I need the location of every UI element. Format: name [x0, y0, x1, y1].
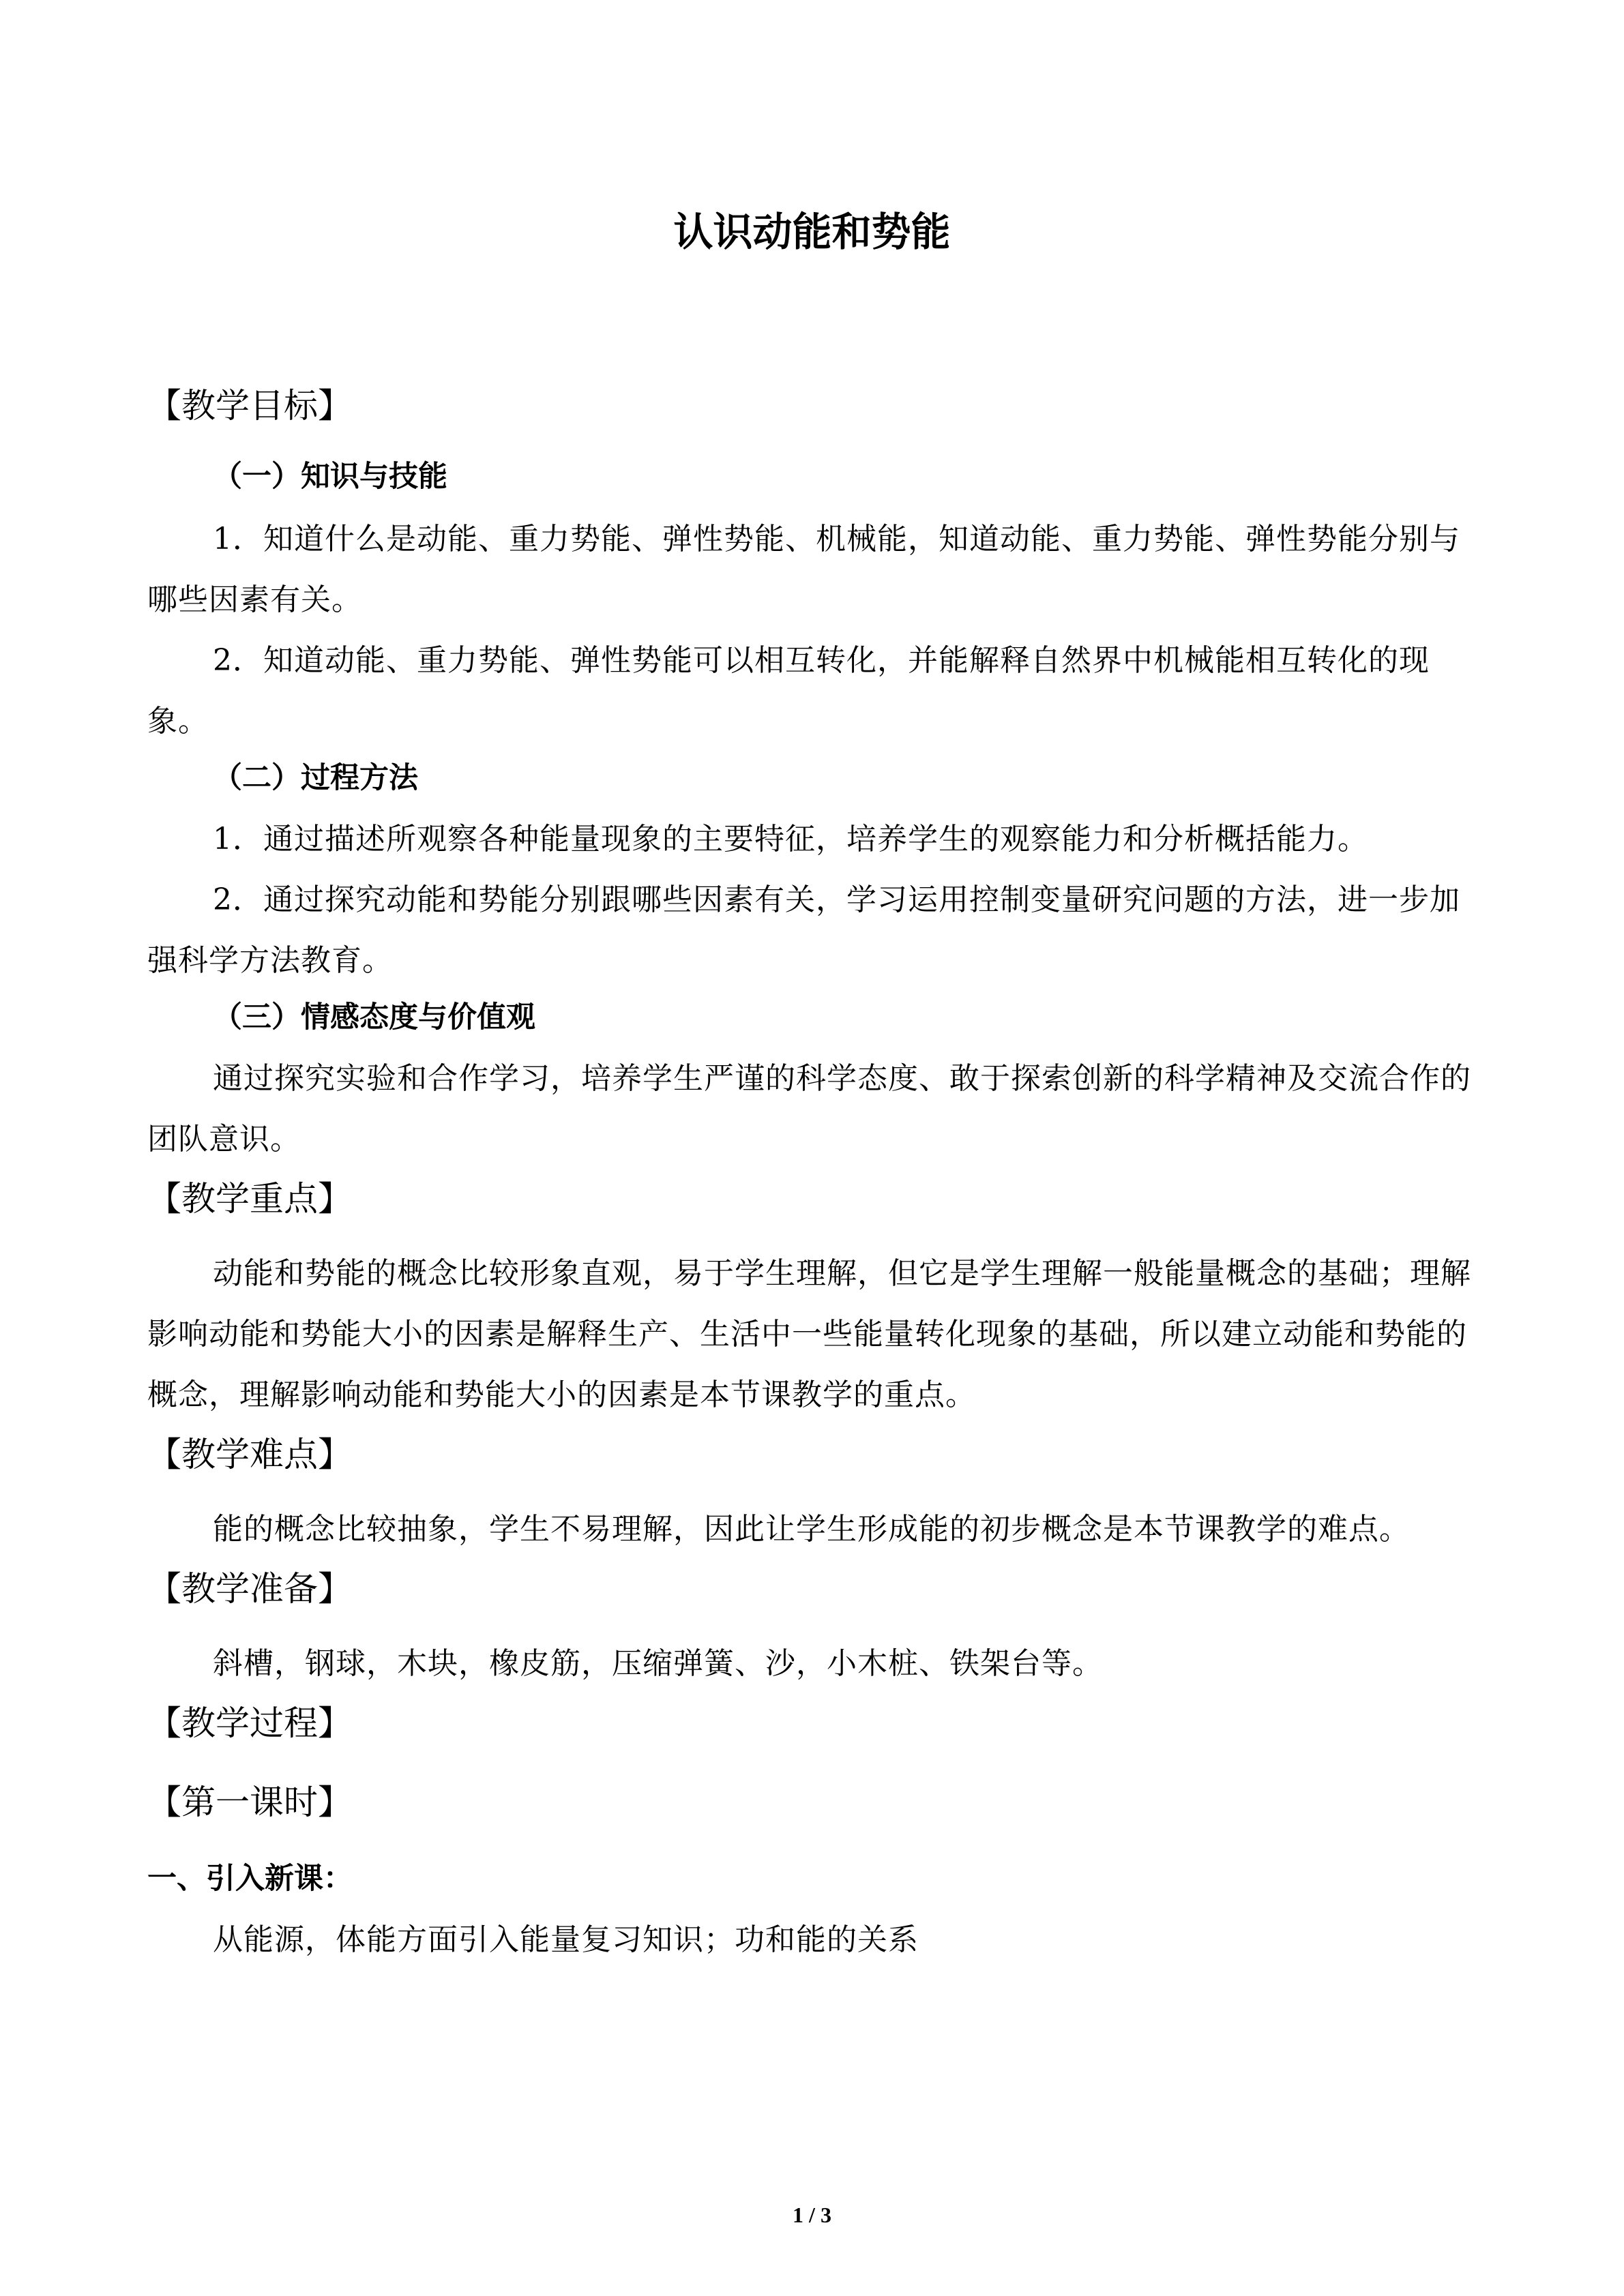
- paragraph-focus: 动能和势能的概念比较形象直观，易于学生理解，但它是学生理解一般能量概念的基础；理解影响动能和势能大小的因素是解释生产、生活中一些能量转化现象的基础，所以建立动能和势能的概念，理解影响动能和势能大小的因素是本节课教学的重点。: [147, 1256, 1471, 1412]
- section-heading-goals: 【教学目标】: [147, 386, 352, 426]
- subheading-introduce-lesson: 一、引入新课：: [147, 1862, 353, 1896]
- subheading-attitude-values: （三）情感态度与价值观: [213, 1000, 535, 1034]
- subheading-process-method: （二）过程方法: [213, 761, 418, 795]
- page-number: 1 / 3: [793, 2203, 831, 2227]
- paragraph-goal-2-1: 1．通过描述所观察各种能量现象的主要特征，培养学生的观察能力和分析概括能力。: [213, 822, 1368, 856]
- paragraph-goal-1-2: 2．知道动能、重力势能、弹性势能可以相互转化，并能解释自然界中机械能相互转化的现象。: [147, 643, 1430, 739]
- section-teaching-difficulty: [147, 1431, 1479, 1560]
- paragraph-intro: 从能源，体能方面引入能量复习知识；功和能的关系: [213, 1922, 919, 1957]
- section-heading-process: 【教学过程】: [147, 1703, 352, 1743]
- section-teaching-goals: [147, 382, 1479, 1169]
- subheading-knowledge-skills: （一）知识与技能: [213, 460, 447, 494]
- paragraph-difficulty: 能的概念比较抽象，学生不易理解，因此让学生形成能的初步概念是本节课教学的难点。: [213, 1512, 1410, 1547]
- section-teaching-process: [147, 1699, 1479, 1747]
- document-title: 认识动能和势能: [673, 209, 951, 255]
- section-heading-first-lesson: 【第一课时】: [147, 1783, 352, 1822]
- section-heading-prep: 【教学准备】: [147, 1569, 352, 1609]
- paragraph-prep: 斜槽，钢球，木块，橡皮筋，压缩弹簧、沙，小木桩、铁架台等。: [213, 1646, 1103, 1681]
- section-teaching-focus: [147, 1175, 1479, 1425]
- section-heading-difficulty: 【教学难点】: [147, 1435, 352, 1474]
- section-heading-focus: 【教学重点】: [147, 1179, 352, 1219]
- document-body: [147, 382, 1479, 1970]
- paragraph-goal-1-1: 1．知道什么是动能、重力势能、弹性势能、机械能，知道动能、重力势能、弹性势能分别与哪些因素有关。: [147, 522, 1460, 617]
- section-first-lesson: [147, 1778, 1479, 1970]
- paragraph-goal-3-1: 通过探究实验和合作学习，培养学生严谨的科学态度、敢于探索创新的科学精神及交流合作的团队意识。: [147, 1061, 1471, 1157]
- section-teaching-prep: [147, 1565, 1479, 1694]
- paragraph-goal-2-2: 2．通过探究动能和势能分别跟哪些因素有关，学习运用控制变量研究问题的方法，进一步加强科学方法教育。: [147, 882, 1460, 978]
